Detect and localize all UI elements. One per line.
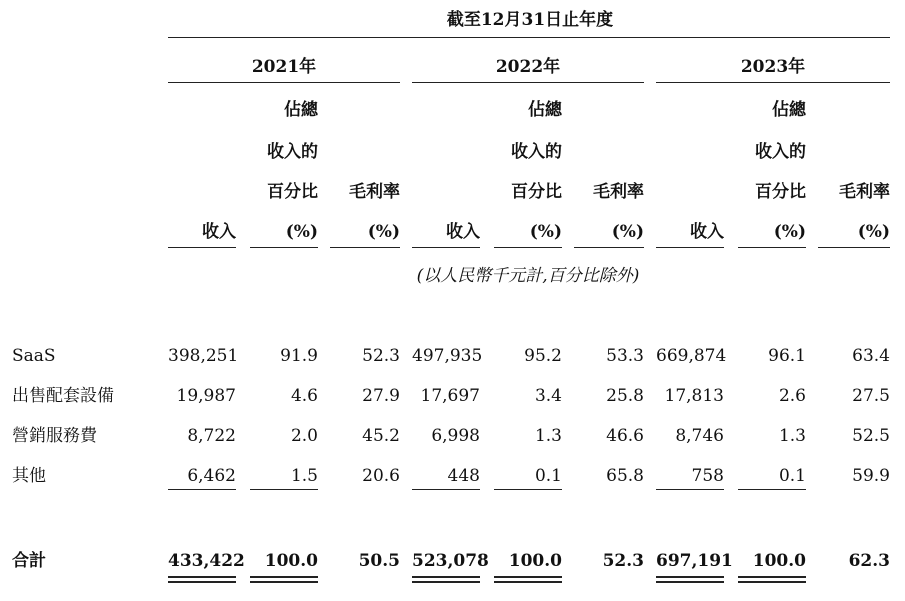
col-rule bbox=[168, 247, 236, 248]
total-rule bbox=[656, 576, 724, 578]
subtotal-rule bbox=[738, 489, 806, 490]
subtotal-rule bbox=[250, 489, 318, 490]
year-header-2022: 2022年 bbox=[495, 57, 561, 77]
margin-unit: (%) bbox=[857, 222, 890, 242]
col-rule bbox=[330, 247, 400, 248]
table-cell: 2.0 bbox=[290, 426, 318, 446]
table-cell: 65.8 bbox=[606, 466, 644, 486]
table-cell: 53.3 bbox=[606, 346, 644, 366]
table-cell: 17,697 bbox=[420, 386, 480, 406]
total-rule bbox=[250, 581, 318, 583]
col-rule bbox=[250, 247, 318, 248]
table-cell: 6,998 bbox=[431, 426, 480, 446]
year-rule-2023 bbox=[656, 82, 890, 83]
table-cell: 17,813 bbox=[664, 386, 724, 406]
table-cell: 2.6 bbox=[778, 386, 806, 406]
pct-header-line3: 百分比 bbox=[267, 182, 318, 202]
subtotal-rule bbox=[168, 489, 236, 490]
total-rule bbox=[494, 576, 562, 578]
year-rule-2022 bbox=[412, 82, 644, 83]
table-cell: 91.9 bbox=[280, 346, 318, 366]
total-rule bbox=[494, 581, 562, 583]
total-cell: 523,078 bbox=[412, 551, 489, 571]
total-rule bbox=[168, 576, 236, 578]
row-label: 出售配套設備 bbox=[12, 386, 114, 406]
year-header-2021: 2021年 bbox=[251, 57, 317, 77]
col-rule bbox=[412, 247, 480, 248]
col-rule bbox=[574, 247, 644, 248]
total-cell: 697,191 bbox=[656, 551, 733, 571]
table-cell: 27.9 bbox=[362, 386, 400, 406]
margin-header: 毛利率 bbox=[839, 182, 890, 202]
total-rule bbox=[168, 581, 236, 583]
col-rule bbox=[818, 247, 890, 248]
table-cell: 8,746 bbox=[675, 426, 724, 446]
margin-header: 毛利率 bbox=[349, 182, 400, 202]
table-cell: 52.3 bbox=[362, 346, 400, 366]
table-cell: 1.3 bbox=[534, 426, 562, 446]
table-cell: 398,251 bbox=[168, 346, 239, 366]
pct-header-line3: 百分比 bbox=[755, 182, 806, 202]
total-rule bbox=[738, 581, 806, 583]
total-cell: 100.0 bbox=[508, 551, 562, 571]
pct-unit: (%) bbox=[285, 222, 318, 242]
total-cell: 100.0 bbox=[752, 551, 806, 571]
row-label: 營銷服務費 bbox=[12, 426, 97, 446]
pct-header-line1: 佔總 bbox=[284, 100, 318, 120]
period-header: 截至12月31日止年度 bbox=[446, 10, 614, 30]
total-label: 合計 bbox=[12, 551, 46, 571]
total-cell: 100.0 bbox=[264, 551, 318, 571]
total-cell: 52.3 bbox=[602, 551, 644, 571]
table-cell: 96.1 bbox=[768, 346, 806, 366]
table-cell: 0.1 bbox=[778, 466, 806, 486]
total-cell: 433,422 bbox=[168, 551, 245, 571]
pct-header-line1: 佔總 bbox=[772, 100, 806, 120]
margin-unit: (%) bbox=[611, 222, 644, 242]
table-cell: 59.9 bbox=[852, 466, 890, 486]
row-label: 其他 bbox=[12, 466, 46, 486]
pct-header-line2: 收入的 bbox=[755, 142, 806, 162]
table-cell: 63.4 bbox=[852, 346, 890, 366]
revenue-header: 收入 bbox=[690, 222, 724, 242]
table-cell: 0.1 bbox=[534, 466, 562, 486]
table-cell: 758 bbox=[691, 466, 724, 486]
table-cell: 1.3 bbox=[778, 426, 806, 446]
table-cell: 95.2 bbox=[524, 346, 562, 366]
pct-header-line1: 佔總 bbox=[528, 100, 562, 120]
table-cell: 4.6 bbox=[290, 386, 318, 406]
total-rule bbox=[738, 576, 806, 578]
table-cell: 46.6 bbox=[606, 426, 644, 446]
pct-header-line2: 收入的 bbox=[511, 142, 562, 162]
table-cell: 27.5 bbox=[852, 386, 890, 406]
total-cell: 62.3 bbox=[848, 551, 890, 571]
pct-unit: (%) bbox=[773, 222, 806, 242]
table-cell: 3.4 bbox=[534, 386, 562, 406]
table-cell: 19,987 bbox=[176, 386, 236, 406]
col-rule bbox=[494, 247, 562, 248]
subtotal-rule bbox=[656, 489, 724, 490]
subtotal-rule bbox=[412, 489, 480, 490]
year-header-2023: 2023年 bbox=[740, 57, 806, 77]
table-cell: 497,935 bbox=[412, 346, 483, 366]
total-cell: 50.5 bbox=[358, 551, 400, 571]
table-cell: 52.5 bbox=[852, 426, 890, 446]
revenue-header: 收入 bbox=[446, 222, 480, 242]
revenue-header: 收入 bbox=[202, 222, 236, 242]
table-cell: 25.8 bbox=[606, 386, 644, 406]
table-cell: 669,874 bbox=[656, 346, 727, 366]
total-rule bbox=[412, 581, 480, 583]
table-cell: 6,462 bbox=[187, 466, 236, 486]
table-cell: 45.2 bbox=[362, 426, 400, 446]
total-rule bbox=[656, 581, 724, 583]
pct-unit: (%) bbox=[529, 222, 562, 242]
total-rule bbox=[412, 576, 480, 578]
row-label: SaaS bbox=[12, 346, 56, 366]
table-cell: 448 bbox=[447, 466, 480, 486]
col-rule bbox=[656, 247, 724, 248]
subtotal-rule bbox=[494, 489, 562, 490]
col-rule bbox=[738, 247, 806, 248]
table-cell: 20.6 bbox=[362, 466, 400, 486]
period-rule bbox=[168, 37, 890, 38]
pct-header-line3: 百分比 bbox=[511, 182, 562, 202]
margin-header: 毛利率 bbox=[593, 182, 644, 202]
pct-header-line2: 收入的 bbox=[267, 142, 318, 162]
total-rule bbox=[250, 576, 318, 578]
year-rule-2021 bbox=[168, 82, 400, 83]
margin-unit: (%) bbox=[367, 222, 400, 242]
table-cell: 8,722 bbox=[187, 426, 236, 446]
unit-note: (以人民幣千元計,百分比除外) bbox=[416, 266, 640, 286]
table-cell: 1.5 bbox=[290, 466, 318, 486]
